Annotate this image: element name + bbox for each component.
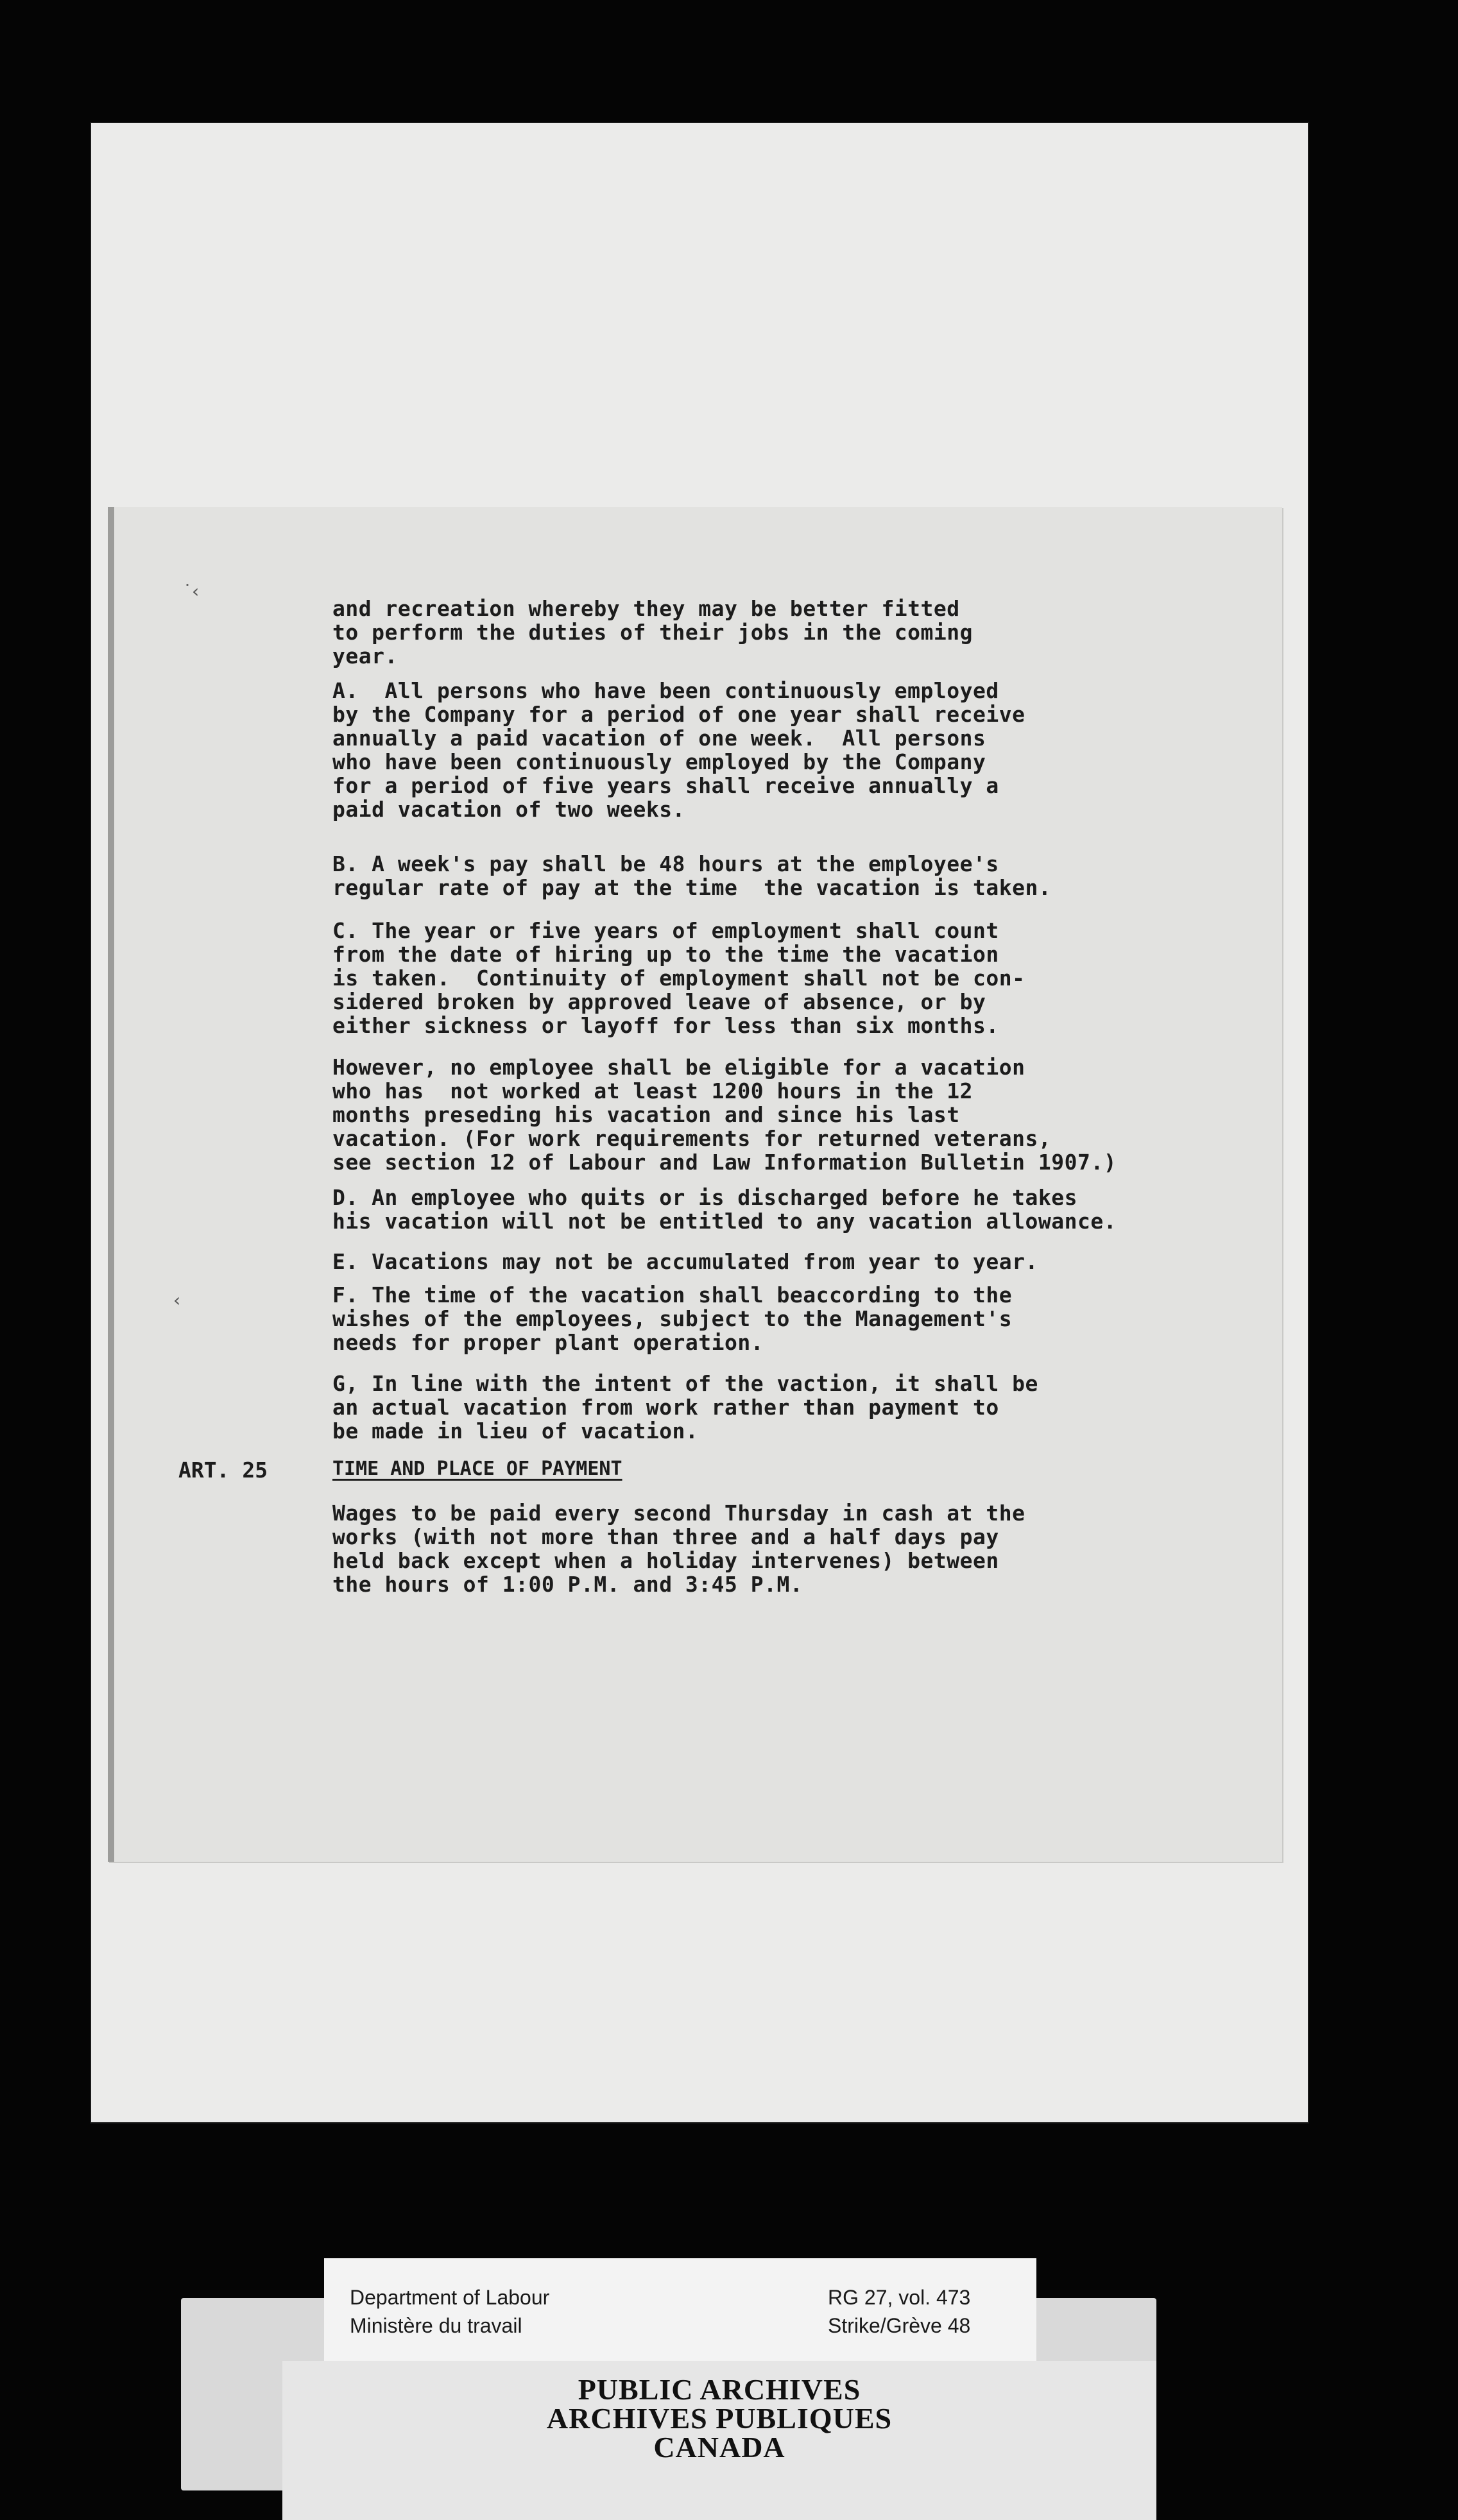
stamp-archives-publiques: ARCHIVES PUBLIQUES <box>546 2402 893 2435</box>
stamp-canada: CANADA <box>653 2431 785 2464</box>
text-line: annually a paid vacation of one week. All persons <box>332 726 986 751</box>
text-line: held back except when a holiday intervenes) between <box>332 1548 999 1573</box>
paragraph-g <box>332 1372 1038 1443</box>
paragraph-b <box>332 852 1051 899</box>
text-line: is taken. Continuity of employment shall not be con- <box>332 966 1025 991</box>
text-line: to perform the duties of their jobs in the coming <box>332 620 973 645</box>
text-line: A. All persons who have been continuously employed <box>332 678 999 703</box>
text-line: G, In line with the intent of the vaction, it shall be <box>332 1371 1038 1396</box>
text-line: However, no employee shall be eligible for a vacation <box>332 1055 1025 1080</box>
text-line: by the Company for a period of one year shall receive <box>332 702 1025 727</box>
text-line: months preseding his vacation and since his last <box>332 1102 960 1127</box>
paragraph-c <box>332 919 1025 1037</box>
strike-number: Strike/Grève 48 <box>828 2314 971 2337</box>
margin-mark: ‹ <box>173 1290 181 1311</box>
text-line: E. Vacations may not be accumulated from year to year. <box>332 1249 1038 1274</box>
text-line: and recreation whereby they may be better fitted <box>332 596 960 621</box>
text-line: from the date of hiring up to the time the vacation <box>332 942 999 967</box>
text-line: vacation. (For work requirements for returned veterans, <box>332 1126 1052 1151</box>
text-line: see section 12 of Labour and Law Information Bulletin 1907.) <box>332 1150 1117 1175</box>
text-line: who have been continuously employed by the Company <box>332 749 986 774</box>
text-line: sidered broken by approved leave of absence, or by <box>332 989 986 1014</box>
paragraph-f <box>332 1283 1012 1354</box>
text-line: paid vacation of two weeks. <box>332 797 685 822</box>
text-line: needs for proper plant operation. <box>332 1330 764 1355</box>
text-line: year. <box>332 643 398 668</box>
text-line: the hours of 1:00 P.M. and 3:45 P.M. <box>332 1572 803 1597</box>
margin-mark: ˙‹ <box>183 581 200 602</box>
paragraph-e <box>332 1250 1038 1273</box>
text-line: B. A week's pay shall be 48 hours at the employee's <box>332 851 999 876</box>
text-line: works (with not more than three and a half days pay <box>332 1524 999 1549</box>
paragraph-wages <box>332 1501 1025 1596</box>
article-number: ART. 25 <box>178 1458 268 1483</box>
text-line: regular rate of pay at the time the vacation is taken. <box>332 875 1052 900</box>
text-line: his vacation will not be entitled to any vacation allowance. <box>332 1209 1117 1234</box>
text-line: for a period of five years shall receive annually a <box>332 773 999 798</box>
paragraph-a <box>332 679 1025 821</box>
department-english: Department of Labour <box>350 2286 550 2309</box>
text-line: who has not worked at least 1200 hours in the 12 <box>332 1078 973 1103</box>
department-french: Ministère du travail <box>350 2314 522 2337</box>
text-line: C. The year or five years of employment shall count <box>332 918 999 943</box>
text-line: wishes of the employees, subject to the Management's <box>332 1306 1013 1331</box>
article-heading: TIME AND PLACE OF PAYMENT <box>332 1458 622 1480</box>
paragraph-intro <box>332 597 973 668</box>
text-line: either sickness or layoff for less than six months. <box>332 1013 999 1038</box>
paragraph-d <box>332 1186 1117 1233</box>
paragraph-however <box>332 1055 1117 1174</box>
text-line: an actual vacation from work rather than payment to <box>332 1395 999 1420</box>
text-line: D. An employee who quits or is discharged before he takes <box>332 1185 1077 1210</box>
text-line: be made in lieu of vacation. <box>332 1418 699 1443</box>
stamp-public-archives: PUBLIC ARCHIVES <box>578 2373 861 2406</box>
text-line: F. The time of the vacation shall beaccording to the <box>332 1282 1013 1307</box>
text-line: Wages to be paid every second Thursday in cash at the <box>332 1501 1025 1526</box>
record-group-reference: RG 27, vol. 473 <box>828 2286 971 2309</box>
archive-reference-card <box>324 2258 1036 2364</box>
